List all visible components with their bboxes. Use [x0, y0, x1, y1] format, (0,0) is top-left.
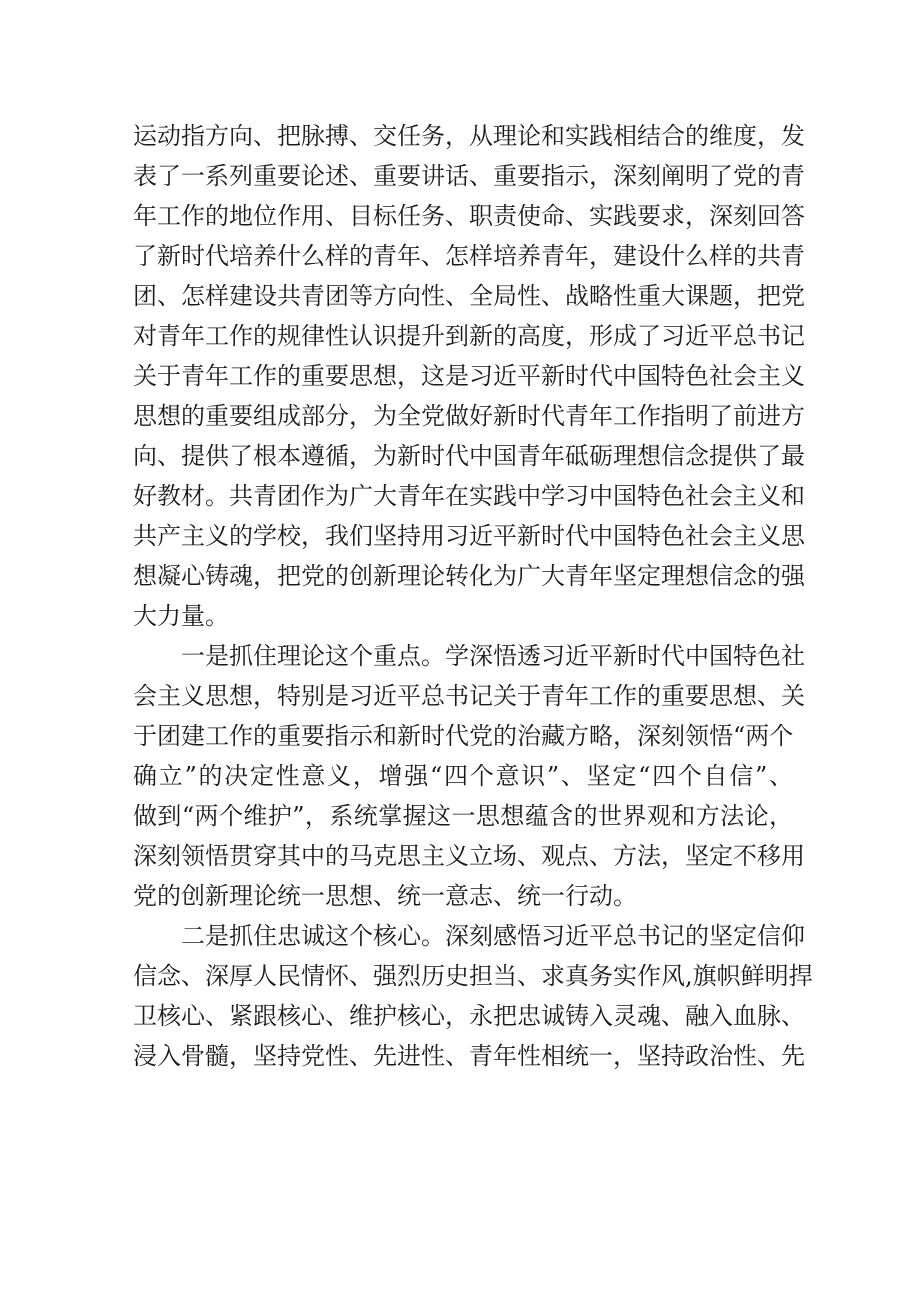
document-body — [133, 116, 813, 1076]
text-line: 好教材。共青团作为广大青年在实践中学习中国特色社会主义和 — [133, 482, 805, 510]
text-line: 共产主义的学校，我们坚持用习近平新时代中国特色社会主义思 — [133, 522, 805, 550]
text-line: 思想的重要组成部分，为全党做好新时代青年工作指明了前进方 — [133, 402, 805, 430]
text-line: 大力量。 — [133, 602, 229, 630]
paragraph-3 — [133, 916, 813, 1076]
text-line: 二是抓住忠诚这个核心。深刻感悟习近平总书记的坚定信仰 — [181, 922, 805, 950]
text-line: 想凝心铸魂，把党的创新理论转化为广大青年坚定理想信念的强 — [133, 562, 805, 590]
text-line: 运动指方向、把脉搏、交任务，从理论和实践相结合的维度，发 — [133, 122, 805, 150]
text-line: 年工作的地位作用、目标任务、职责使命、实践要求，深刻回答 — [133, 202, 805, 230]
text-line: 卫核心、紧跟核心、维护核心，永把忠诚铸入灵魂、融入血脉、 — [133, 1002, 805, 1030]
text-line: 对青年工作的规律性认识提升到新的高度，形成了习近平总书记 — [133, 322, 805, 350]
paragraph-1 — [133, 116, 805, 636]
text-line: 于团建工作的重要指示和新时代党的治藏方略，深刻领悟“两个 — [133, 722, 794, 750]
text-line: 确立”的决定性意义，增强“四个意识”、坚定“四个自信”、 — [133, 762, 793, 790]
text-line: 浸入骨髓，坚持党性、先进性、青年性相统一，坚持政治性、先 — [133, 1042, 805, 1070]
paragraph-2 — [133, 636, 805, 916]
text-line: 会主义思想，特别是习近平总书记关于青年工作的重要思想、关 — [133, 682, 805, 710]
text-line: 向、提供了根本遵循，为新时代中国青年砥砺理想信念提供了最 — [133, 442, 805, 470]
text-line: 了新时代培养什么样的青年、怎样培养青年，建设什么样的共青 — [133, 242, 805, 270]
text-line: 信念、深厚人民情怀、强烈历史担当、求真务实作风,旗帜鲜明捍 — [133, 962, 813, 990]
text-line: 表了一系列重要论述、重要讲话、重要指示，深刻阐明了党的青 — [133, 162, 805, 190]
text-line: 党的创新理论统一思想、统一意志、统一行动。 — [133, 882, 637, 910]
text-line: 做到“两个维护”，系统掌握这一思想蕴含的世界观和方法论， — [133, 802, 793, 830]
text-line: 深刻领悟贯穿其中的马克思主义立场、观点、方法，坚定不移用 — [133, 842, 805, 870]
text-line: 关于青年工作的重要思想，这是习近平新时代中国特色社会主义 — [133, 362, 805, 390]
text-line: 一是抓住理论这个重点。学深悟透习近平新时代中国特色社 — [181, 642, 805, 670]
text-line: 团、怎样建设共青团等方向性、全局性、战略性重大课题，把党 — [133, 282, 805, 310]
